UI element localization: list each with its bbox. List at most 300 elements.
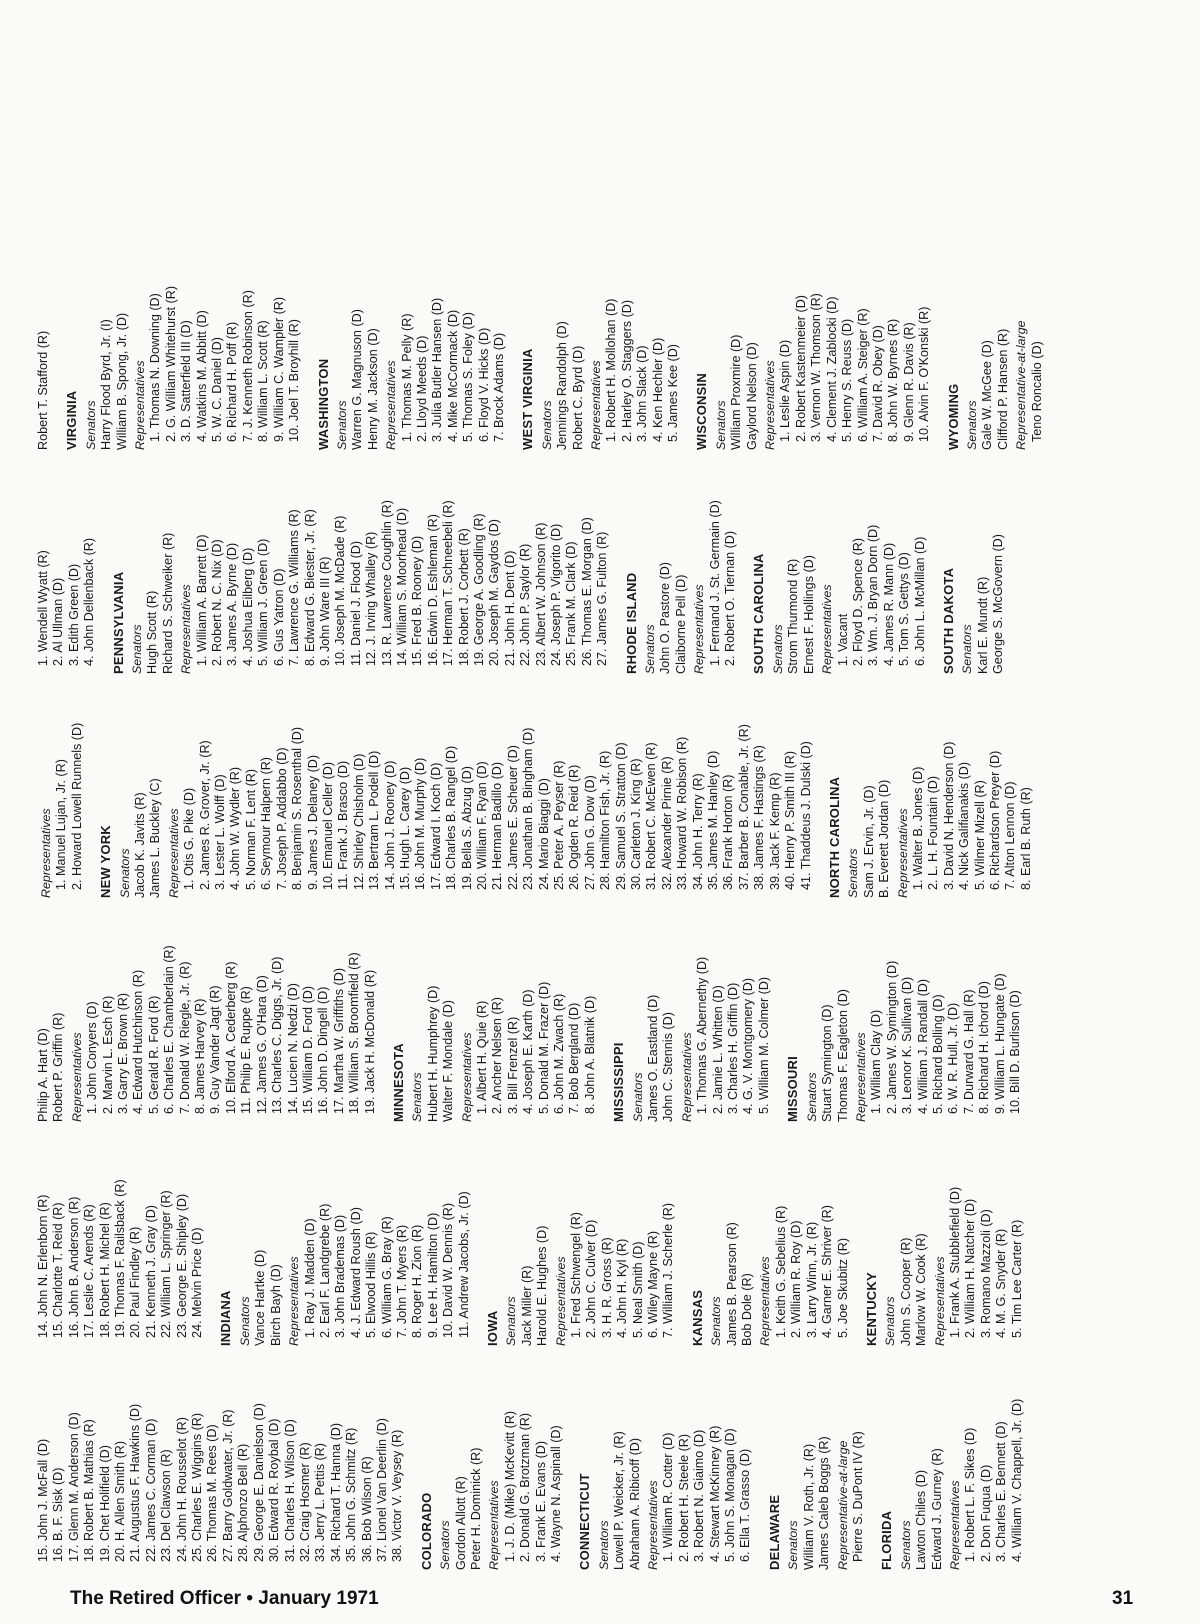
representative-entry: 23. Jonathan B. Bingham (D) — [521, 727, 536, 890]
representative-entry: 7. William J. Scherle (R) — [661, 1202, 676, 1338]
section-label: Representatives — [553, 1256, 568, 1346]
representative-entry: 10. Emanuel Celler (D) — [320, 761, 335, 890]
representative-entry: 5. Richard Bolling (D) — [930, 994, 945, 1114]
representative-entry: 6. Seymour Halpern (R) — [259, 757, 274, 890]
section-label: Representatives — [895, 808, 910, 898]
section-label: Senators — [130, 624, 145, 674]
representative-entry: 27. James G. Fulton (R) — [595, 531, 610, 666]
representative-entry: 7. Lawrence G. Williams (R) — [287, 509, 302, 666]
representative-entry: 9. William C. Wampler (R) — [271, 296, 286, 442]
senator-entry: Ernest F. Hollings (D) — [801, 555, 816, 674]
representative-entry: 25. Frank M. Clark (D) — [564, 541, 579, 666]
representative-entry: 5. William M. Colmer (D) — [756, 976, 771, 1114]
representative-entry: 1. Robert H. Mollohan (D) — [604, 298, 619, 442]
representative-entry: 12. James G. O'Hara (D) — [254, 975, 269, 1114]
representative-entry: 24. Mario Biaggi (D) — [536, 778, 551, 890]
representative-entry: 2. Robert N. C. Nix (D) — [210, 539, 225, 666]
representative-entry: 4. Stewart McKinney (R) — [707, 1425, 722, 1562]
representative-entry: 8. Edward G. Biester, Jr. (R) — [302, 509, 317, 666]
representative-entry: 36. Frank Horton (R) — [721, 774, 736, 890]
representative-entry: 5. Gerald R. Ford (R) — [146, 995, 161, 1114]
representative-entry: 2. Donald G. Brotzman (R) — [518, 1412, 533, 1562]
senator-entry: Gordon Allott (R) — [453, 1476, 468, 1570]
state-heading: MISSISSIPPI — [611, 1042, 627, 1122]
representative-entry: 11. Philip E. Ruppe (R) — [239, 986, 254, 1114]
representative-entry: 5. Tom S. Gettys (D) — [897, 552, 912, 666]
representative-entry: 2. William H. Natcher (D) — [963, 1198, 978, 1338]
representative-entry: 2. Robert O. Tiernan (D) — [723, 530, 738, 666]
representative-entry: 2. James R. Grover, Jr. (R) — [197, 740, 212, 890]
section-label: Representatives — [166, 808, 181, 898]
senator-entry: Henry M. Jackson (D) — [365, 328, 380, 450]
representative-entry: 5. John S. Monagan (D) — [723, 1428, 738, 1562]
senator-entry: Thomas F. Eagleton (D) — [835, 989, 850, 1122]
section-label: Representatives — [679, 1032, 694, 1122]
representative-entry: 19. Jack H. McDonald (R) — [362, 969, 377, 1114]
representative-entry: 3. Wm. J. Bryan Dorn (D) — [866, 524, 881, 666]
page-number: 31 — [1112, 1588, 1134, 1609]
representative-entry: 19. George A. Goodling (R) — [471, 513, 486, 666]
representative-entry: 8. John A. Blatnik (D) — [582, 995, 597, 1114]
representative-entry: 10. Joseph M. McDade (R) — [333, 515, 348, 666]
representative-entry: 12. Shirley Chisholm (D) — [351, 753, 366, 890]
senator-entry: Jacob K. Javits (R) — [133, 792, 148, 898]
representative-entry: 2. William R. Roy (D) — [789, 1220, 804, 1338]
roster-column-2 — [36, 1122, 1158, 1346]
representative-entry: 21. Augustus F. Hawkins (D) — [128, 1403, 143, 1562]
representative-entry: 2. G. William Whitehurst (R) — [163, 285, 178, 442]
representative-entry: 23. Del Clawson (R) — [159, 1449, 174, 1562]
representative-entry: 7. Durward G. Hall (R) — [961, 989, 976, 1114]
representative-entry: 11. Andrew Jacobs, Jr. (D) — [456, 1191, 471, 1338]
section-label: Representative-at-large — [1014, 320, 1029, 450]
representative-entry: 10. Alvin F. O'Konski (R) — [917, 306, 932, 442]
representative-entry: 21. Kenneth J. Gray (D) — [143, 1205, 158, 1338]
representative-entry: 4. Joshua Eilberg (D) — [240, 547, 255, 666]
representative-entry: 6. W. R. Hull, Jr. (D) — [946, 1002, 961, 1114]
representative-entry: 18. Robert B. Mathias (R) — [82, 1419, 97, 1562]
representative-entry: Teno Roncalio (D) — [1029, 341, 1044, 442]
representative-entry: 16. John D. Dingell (D) — [316, 986, 331, 1114]
senator-entry: Bob Dole (R) — [740, 1273, 755, 1346]
representative-entry: 30. Edward R. Roybal (D) — [267, 1418, 282, 1562]
section-label: Senators — [438, 1520, 453, 1570]
representative-entry: 6. John L. McMillan (D) — [912, 536, 927, 666]
state-heading: PENNSYLVANIA — [110, 571, 126, 674]
representative-entry: 36. Bob Wilson (R) — [359, 1456, 374, 1562]
section-label: Representatives — [589, 360, 603, 450]
section-label: Senators — [334, 400, 349, 450]
senator-entry: Robert T. Stafford (R) — [36, 330, 50, 450]
senator-entry: Jennings Randolph (D) — [555, 321, 570, 450]
representative-entry: 8. Richard H. Ichord (D) — [977, 981, 992, 1114]
representative-entry: 15. Fred B. Rooney (D) — [410, 535, 425, 666]
representative-entry: 10. Joel T. Broyhill (R) — [287, 319, 302, 442]
senator-entry: Hugh Scott (R) — [145, 590, 160, 674]
representative-entry: 2. Marvin L. Esch (R) — [100, 995, 115, 1114]
representative-entry: 1. John Conyers (D) — [85, 1001, 100, 1114]
representative-entry: 16. John B. Anderson (R) — [66, 1196, 81, 1338]
representative-entry: 40. Henry P. Smith III (R) — [783, 750, 798, 890]
section-label: Representative-at-large — [835, 1440, 850, 1570]
representative-entry: 41. Thaddeus J. Dulski (D) — [798, 741, 813, 890]
state-heading: FLORIDA — [879, 1510, 895, 1570]
representative-entry: 39. Jack F. Kemp (R) — [767, 772, 782, 890]
senator-entry: Gale W. McGee (D) — [980, 340, 995, 450]
senator-entry: Harold E. Hughes (D) — [535, 1225, 550, 1346]
section-label: Senators — [643, 624, 658, 674]
state-heading: MISSOURI — [785, 1056, 801, 1122]
state-heading: IOWA — [484, 1310, 500, 1346]
representative-entry: 3. Edith Green (D) — [66, 563, 81, 666]
representative-entry: 15. Charlotte T. Reid (R) — [51, 1202, 66, 1338]
representative-entry: 34. Richard T. Hanna (D) — [328, 1422, 343, 1562]
representative-entry: 9. William L. Hungate (D) — [992, 973, 1007, 1114]
representative-entry: 5. William J. Green (D) — [256, 538, 271, 666]
state-heading: NORTH CAROLINA — [826, 776, 842, 898]
senator-entry: Lowell P. Weicker, Jr. (R) — [612, 1431, 627, 1570]
senator-entry: Richard S. Schweiker (R) — [160, 532, 175, 674]
section-label: Representatives — [487, 1480, 502, 1570]
section-label: Senators — [883, 1296, 898, 1346]
representative-entry: 4. Mike McCormack (D) — [445, 309, 460, 442]
section-label: Senators — [713, 400, 728, 450]
senator-entry: Edward J. Gurney (R) — [929, 1448, 944, 1570]
state-heading: CONNECTICUT — [577, 1473, 593, 1570]
roster-column-1 — [36, 1346, 1158, 1570]
senator-entry: James O. Eastland (D) — [646, 994, 661, 1122]
representative-entry: 2. James W. Symington (D) — [884, 960, 899, 1114]
state-heading: WEST VIRGINIA — [520, 348, 536, 450]
representative-entry: 23. Albert W. Johnson (R) — [533, 522, 548, 666]
senator-entry: Marlow W. Cook (R) — [914, 1233, 929, 1346]
representative-entry: 2. Lloyd Meeds (D) — [414, 335, 429, 442]
representative-entry: 5. James Kee (D) — [666, 344, 681, 442]
representative-entry: 18. William S. Broomfield (R) — [347, 952, 362, 1114]
representative-entry: 35. John G. Schmitz (R) — [344, 1427, 359, 1562]
representative-entry: 4. John W. Wydler (R) — [228, 766, 243, 890]
senator-entry: James L. Buckley (C) — [148, 778, 163, 898]
representative-entry: 3. David N. Henderson (D) — [941, 741, 956, 890]
representative-entry: 7. Donald W. Riegle, Jr. (R) — [177, 961, 192, 1114]
representative-entry: 3. Julia Butler Hansen (D) — [430, 297, 445, 442]
representative-entry: 4. Clement J. Zablocki (D) — [824, 296, 839, 442]
representative-entry: 4. Nick Galifianakis (D) — [957, 761, 972, 890]
section-label: Representatives — [692, 584, 707, 674]
representative-entry: 13. Bertram L. Podell (D) — [367, 750, 382, 890]
representative-entry: 2. Howard Lowell Runnels (D) — [69, 722, 84, 890]
representative-entry: 1. Thomas N. Downing (D) — [148, 293, 163, 442]
representative-entry: 14. William S. Moorhead (D) — [394, 507, 409, 666]
representative-entry: 15. Hugh L. Carey (D) — [397, 766, 412, 890]
representative-entry: 9. John Ware III (R) — [317, 556, 332, 666]
representative-entry: 14. John J. Rooney (D) — [382, 760, 397, 890]
representative-entry: 8. John W. Byrnes (R) — [886, 318, 901, 442]
representative-entry: 4. John H. Kyl (R) — [615, 1238, 630, 1338]
section-label: Senators — [770, 624, 785, 674]
senator-entry: B. Everett Jordan (D) — [877, 779, 892, 898]
senator-entry: Hubert H. Humphrey (D) — [425, 985, 440, 1122]
section-label: Senators — [539, 400, 554, 450]
representative-entry: 3. John Brademas (D) — [333, 1214, 348, 1338]
representative-entry: 8. William L. Scott (R) — [256, 320, 271, 442]
representative-entry: 35. James M. Hanley (D) — [706, 750, 721, 890]
section-label: Representatives — [646, 1480, 661, 1570]
representative-entry: 33. Howard W. Robison (R) — [675, 736, 690, 890]
representative-entry: 3. Charles H. Griffin (D) — [726, 982, 741, 1114]
representative-entry: 8. Roger H. Zion (R) — [410, 1224, 425, 1338]
representative-entry: 5. Tim Lee Carter (R) — [1009, 1219, 1024, 1338]
section-label: Senators — [786, 1520, 801, 1570]
representative-entry: 37. Lionel Van Deerlin (D) — [374, 1418, 389, 1562]
senator-entry: John S. Cooper (R) — [898, 1237, 913, 1346]
state-heading: KENTUCKY — [863, 1272, 879, 1346]
representative-entry: 3. Robert N. Giaimo (D) — [692, 1429, 707, 1562]
representative-entry: 11. Frank J. Brasco (D) — [336, 760, 351, 890]
representative-entry: 9. James J. Delaney (D) — [305, 754, 320, 890]
representative-entry: 19. Bella S. Abzug (D) — [459, 766, 474, 890]
senator-entry: Gaylord Nelson (D) — [744, 342, 759, 450]
representative-entry: 6. Floyd V. Hicks (D) — [476, 327, 491, 442]
representative-entry: 20. Joseph M. Gaydos (D) — [487, 519, 502, 666]
representative-entry: 4. G. V. Montgomery (D) — [741, 977, 756, 1114]
representative-entry: 38. James F. Hastings (R) — [752, 745, 767, 890]
representative-entry: 7. Joseph P. Addabbo (D) — [274, 747, 289, 890]
representative-entry: 5. Thomas S. Foley (D) — [461, 312, 476, 442]
representative-entry: 3. Bill Frenzel (R) — [505, 1016, 520, 1114]
representative-entry: 20. William F. Ryan (D) — [474, 761, 489, 890]
section-label: Senators — [846, 848, 861, 898]
section-label: Senators — [804, 1072, 819, 1122]
representative-entry: 28. Hamilton Fish, Jr. (R) — [598, 750, 613, 890]
representative-entry: 21. Herman Badillo (D) — [490, 761, 505, 890]
representative-entry: 3. John Slack (D) — [635, 345, 650, 442]
representative-entry: 22. James C. Corman (D) — [143, 1418, 158, 1562]
representative-entry: 1. J. D. (Mike) McKevitt (R) — [502, 1410, 517, 1562]
representative-entry: 13. Charles C. Diggs, Jr. (D) — [270, 956, 285, 1114]
representative-entry: 28. Alphonzo Bell (R) — [236, 1443, 251, 1562]
senator-entry: Strom Thurmond (R) — [786, 558, 801, 674]
representative-entry: 2. Floyd D. Spence (R) — [850, 537, 865, 666]
representative-entry: 4. William J. Randall (D) — [915, 978, 930, 1114]
representative-entry: 6. Charles E. Chamberlain (R) — [162, 945, 177, 1114]
representative-entry: 6. Gus Yatron (D) — [271, 568, 286, 666]
section-label: Senators — [410, 1072, 425, 1122]
section-label: Representatives — [947, 1480, 962, 1570]
representative-entry: 5. Norman F. Lent (R) — [243, 768, 258, 890]
representative-entry: 26. Thomas E. Morgan (D) — [579, 517, 594, 666]
senator-entry: Warren G. Magnuson (D) — [350, 309, 365, 450]
section-label: Senators — [630, 1072, 645, 1122]
representative-entry: 21. John H. Dent (D) — [502, 550, 517, 666]
section-label: Senators — [898, 1520, 913, 1570]
senator-entry: Clifford P. Hansen (R) — [995, 328, 1010, 450]
state-heading: NEW YORK — [98, 825, 114, 898]
representative-entry: 5. Neal Smith (D) — [630, 1241, 645, 1338]
representative-entry: 5. W. C. Daniel (D) — [210, 337, 225, 442]
senator-entry: John O. Pastore (D) — [658, 562, 673, 674]
representative-entry: 20. H. Allen Smith (R) — [113, 1440, 128, 1562]
senator-entry: Stuart Symington (D) — [820, 1004, 835, 1122]
section-label: Senators — [83, 400, 98, 450]
representative-entry: 3. Garry E. Brown (R) — [116, 992, 131, 1114]
representative-entry: 11. Daniel J. Flood (D) — [348, 540, 363, 666]
roster-column-3 — [36, 898, 1158, 1122]
representative-entry: 7. David R. Obey (D) — [870, 325, 885, 442]
representative-entry: 29. George E. Danielson (D) — [251, 1403, 266, 1562]
representative-entry: 12. J. Irving Whalley (R) — [364, 531, 379, 666]
senator-entry: William Proxmire (D) — [729, 334, 744, 450]
representative-entry: 29. Samuel S. Stratton (D) — [613, 742, 628, 890]
representative-entry: 6. Wiley Mayne (R) — [646, 1230, 661, 1338]
senator-entry: Birch Bayh (D) — [268, 1264, 283, 1346]
representative-entry: 4. Joseph E. Karth (D) — [521, 989, 536, 1114]
representative-entry: 17. Glenn M. Anderson (D) — [66, 1412, 81, 1562]
representative-entry: 1. Otis G. Pike (D) — [182, 787, 197, 890]
representative-entry: 17. Leslie C. Arends (R) — [82, 1204, 97, 1338]
representative-entry: 32. Craig Hosmer (R) — [297, 1442, 312, 1562]
senator-entry: Robert C. Byrd (D) — [570, 345, 585, 450]
representative-entry: 4. Wayne N. Aspinall (D) — [549, 1425, 563, 1562]
representative-entry: 2. Robert Kastenmeier (D) — [793, 295, 808, 442]
section-label: Representatives — [763, 360, 778, 450]
section-label: Senators — [237, 1296, 252, 1346]
representative-entry: 9. Lee H. Hamilton (D) — [425, 1212, 440, 1338]
representative-entry: 3. Vernon W. Thomson (R) — [809, 293, 824, 442]
representative-entry: 22. James E. Scheuer (D) — [505, 745, 520, 890]
senator-entry: Robert P. Griffin (R) — [51, 1012, 66, 1122]
representative-entry: 24. Joseph P. Vigorito (D) — [549, 523, 563, 666]
representative-entry: 2. L. H. Fountain (D) — [926, 775, 941, 890]
representative-entry: 30. Carleton J. King (R) — [629, 758, 644, 890]
section-label: Representatives — [853, 1032, 868, 1122]
representative-entry: 3. Charles E. Bennett (D) — [994, 1421, 1009, 1562]
senator-entry: George S. McGovern (D) — [991, 534, 1006, 674]
section-label: Representatives — [384, 360, 399, 450]
representative-entry: 1. Manuel Lujan, Jr. (R) — [54, 759, 69, 890]
representative-entry: 7. Alton Lennon (D) — [1003, 781, 1018, 890]
representative-entry: 6. Richardson Preyer (D) — [987, 750, 1002, 890]
representative-entry: 33. Jerry L. Pettis (R) — [313, 1443, 328, 1562]
roster-column-6 — [36, 250, 1158, 450]
representative-entry: 3. Larry Winn, Jr. (R) — [804, 1221, 819, 1338]
representative-entry: 5. Elwood Hillis (R) — [364, 1231, 379, 1338]
state-heading: WASHINGTON — [315, 358, 331, 450]
representative-entry: 1. Albert H. Quie (R) — [474, 1000, 489, 1114]
representative-entry: 18. Robert J. Corbett (R) — [456, 528, 471, 666]
representative-entry: Pierre S. DuPont IV (R) — [850, 1431, 865, 1562]
representative-entry: 10. David W. Dennis (R) — [441, 1202, 456, 1338]
section-label: Senators — [964, 400, 979, 450]
representative-entry: 1. Keith G. Sebelius (R) — [773, 1205, 788, 1338]
representative-entry: 7. J. Kenneth Robinson (R) — [240, 290, 255, 442]
roster-column-5 — [36, 450, 1158, 674]
representative-entry: 6. Ella T. Grasso (D) — [738, 1448, 753, 1562]
footer-title: The Retired Officer • January 1971 — [70, 1588, 379, 1609]
representative-entry: 6. John M. Zwach (R) — [552, 993, 566, 1114]
senator-entry: Karl E. Mundt (R) — [975, 576, 990, 674]
representative-entry: 9. Guy Vander Jagt (R) — [208, 985, 223, 1114]
representative-entry: 16. Edwin D. Eshleman (R) — [425, 514, 440, 666]
representative-entry: 4. William V. Chappell, Jr. (D) — [1009, 1398, 1024, 1562]
representative-entry: 3. H. R. Gross (R) — [599, 1237, 614, 1338]
state-heading: INDIANA — [218, 1290, 234, 1346]
representative-entry: 1. Fred Schwengel (R) — [569, 1212, 583, 1338]
state-heading: VIRGINIA — [64, 390, 80, 450]
representative-entry: 1. Thomas G. Abernethy (D) — [695, 956, 710, 1114]
representative-entry: 2. Jamie L. Whitten (D) — [710, 985, 725, 1114]
representative-entry: 4. James R. Mann (D) — [881, 542, 896, 666]
section-label: Representatives — [179, 584, 194, 674]
representative-entry: 6. Richard H. Poff (R) — [225, 321, 240, 442]
senator-entry: Sam J. Ervin, Jr. (D) — [861, 785, 876, 898]
representative-entry: 27. John G. Dow (D) — [582, 775, 597, 890]
representative-entry: 26. Ogden R. Reid (R) — [567, 764, 582, 890]
state-heading: SOUTH CAROLINA — [751, 553, 767, 674]
senator-entry: Harry Flood Byrd, Jr. (I) — [99, 319, 114, 450]
section-label: Senators — [960, 624, 975, 674]
representative-entry: 15. William D. Ford (D) — [300, 985, 315, 1114]
state-heading: SOUTH DAKOTA — [940, 567, 956, 674]
roster-column-4 — [36, 674, 1158, 898]
representative-entry: 1. Thomas M. Pelly (R) — [399, 313, 414, 442]
senator-entry: Vance Hartke (D) — [253, 1249, 268, 1346]
representative-entry: 37. Barber B. Conable, Jr. (R) — [736, 724, 751, 890]
representative-entry: 2. Ancher Nelsen (R) — [490, 997, 505, 1114]
representative-entry: 14. Lucien N. Nedzi (D) — [285, 983, 300, 1114]
representative-entry: 27. Barry Goldwater, Jr. (R) — [220, 1409, 235, 1562]
representative-entry: 34. John H. Terry (R) — [690, 773, 705, 890]
representative-entry: 24. Melvin Price (D) — [190, 1227, 205, 1338]
representative-entry: 8. James Harvey (R) — [193, 998, 208, 1114]
senator-entry: John C. Stennis (D) — [661, 1012, 676, 1122]
representative-entry: 15. John J. McFall (D) — [36, 1438, 50, 1562]
representative-entry: 7. Bob Bergland (D) — [567, 1002, 582, 1114]
representative-entry: 7. John T. Myers (R) — [394, 1224, 409, 1338]
representative-entry: 5. Donald M. Frazer (D) — [536, 981, 551, 1114]
representative-entry: 2. Robert H. Steele (R) — [676, 1433, 691, 1562]
section-label: Representatives — [820, 584, 835, 674]
representative-entry: 2. Al Ullman (D) — [51, 577, 66, 666]
section-label: Representatives — [758, 1256, 773, 1346]
representative-entry: 1. Ray J. Madden (D) — [302, 1218, 317, 1338]
representative-entry: 18. Robert H. Michel (R) — [97, 1202, 112, 1338]
section-label: Representatives — [133, 360, 148, 450]
representative-entry: 13. R. Lawrence Coughlin (R) — [379, 500, 394, 666]
representative-entry: 25. Peter A. Peyser (R) — [552, 760, 566, 890]
representative-entry: 1. Wendell Wyatt (R) — [36, 550, 50, 666]
representative-entry: 25. Charles E. Wiggins (R) — [190, 1412, 205, 1562]
representative-entry: 24. John H. Rousselot (R) — [174, 1417, 189, 1562]
representative-entry: 20. Paul Findley (R) — [128, 1226, 143, 1338]
section-label: Senators — [709, 1296, 724, 1346]
senator-entry: James Caleb Boggs (R) — [817, 1436, 832, 1570]
representative-entry: 2. Earl F. Landgrebe (R) — [317, 1203, 332, 1338]
representative-entry: 16. B. F. Sisk (D) — [51, 1467, 66, 1562]
senator-entry: Walter F. Mondale (D) — [441, 999, 456, 1122]
state-heading: COLORADO — [418, 1492, 434, 1570]
representative-entry: 9. Glenn R. Davis (R) — [901, 322, 916, 442]
section-label: Representatives — [39, 808, 53, 898]
representative-entry: 17. Martha W. Griffiths (D) — [331, 967, 346, 1114]
representative-entry: 10. Bill D. Burlison (D) — [1007, 990, 1022, 1114]
state-heading: WYOMING — [945, 383, 961, 450]
representative-entry: 3. Lester L. Wolff (D) — [213, 774, 228, 890]
senator-entry: Peter H. Dominick (R) — [468, 1447, 483, 1570]
representative-entry: 1. William Clay (D) — [869, 1009, 884, 1114]
senator-entry: James B. Pearson (R) — [724, 1222, 739, 1346]
representative-entry: 7. Brock Adams (D) — [491, 332, 506, 442]
